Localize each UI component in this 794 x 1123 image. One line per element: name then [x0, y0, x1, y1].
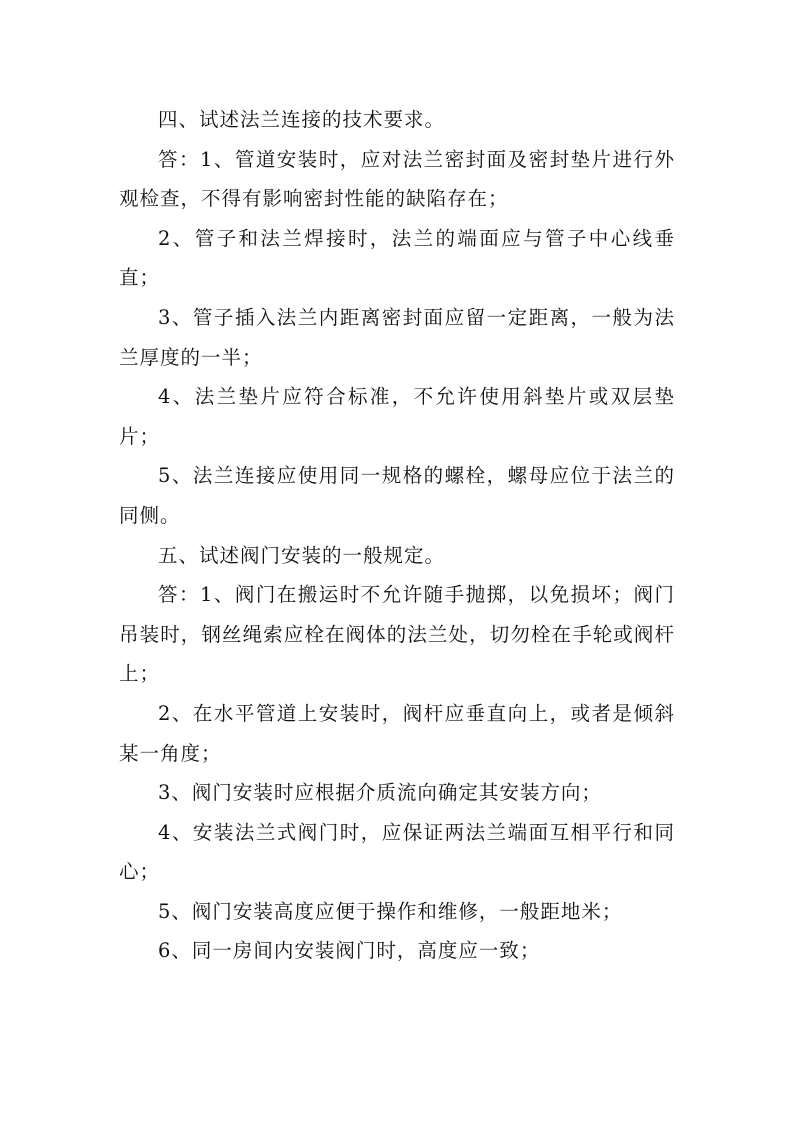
answer-paragraph: 4、安装法兰式阀门时，应保证两法兰端面互相平行和同心；	[119, 820, 675, 884]
answer-paragraph: 3、阀门安装时应根据介质流向确定其安装方向；	[158, 781, 602, 805]
answer-paragraph: 2、管子和法兰焊接时，法兰的端面应与管子中心线垂直；	[119, 226, 675, 290]
section-heading-flange: 四、试述法兰连接的技术要求。	[158, 108, 446, 131]
answer-paragraph: 3、管子插入法兰内距离密封面应留一定距离，一般为法兰厚度的一半；	[119, 305, 675, 369]
answer-paragraph: 6、同一房间内安装阀门时，高度应一致；	[158, 939, 541, 963]
answer-paragraph: 答：1、阀门在搬运时不允许随手抛掷，以免损坏；阀门吊装时，钢丝绳索应栓在阀体的法兰处，切勿栓在手轮或阀杆上；	[119, 583, 675, 686]
answer-paragraph: 4、法兰垫片应符合标准，不允许使用斜垫片或双层垫片；	[119, 385, 675, 448]
answer-paragraph: 2、在水平管道上安装时，阀杆应垂直向上，或者是倾斜某一角度；	[119, 701, 675, 765]
section-heading-valve: 五、试述阀门安装的一般规定。	[158, 543, 446, 567]
document-body	[119, 100, 675, 971]
answer-paragraph: 5、阀门安装高度应便于操作和维修，一般距地米；	[158, 899, 623, 923]
answer-paragraph: 5、法兰连接应使用同一规格的螺栓，螺母应位于法兰的同侧。	[119, 464, 675, 527]
answer-paragraph: 答：1、管道安装时，应对法兰密封面及密封垫片进行外观检查，不得有影响密封性能的缺陷存在；	[119, 147, 675, 211]
